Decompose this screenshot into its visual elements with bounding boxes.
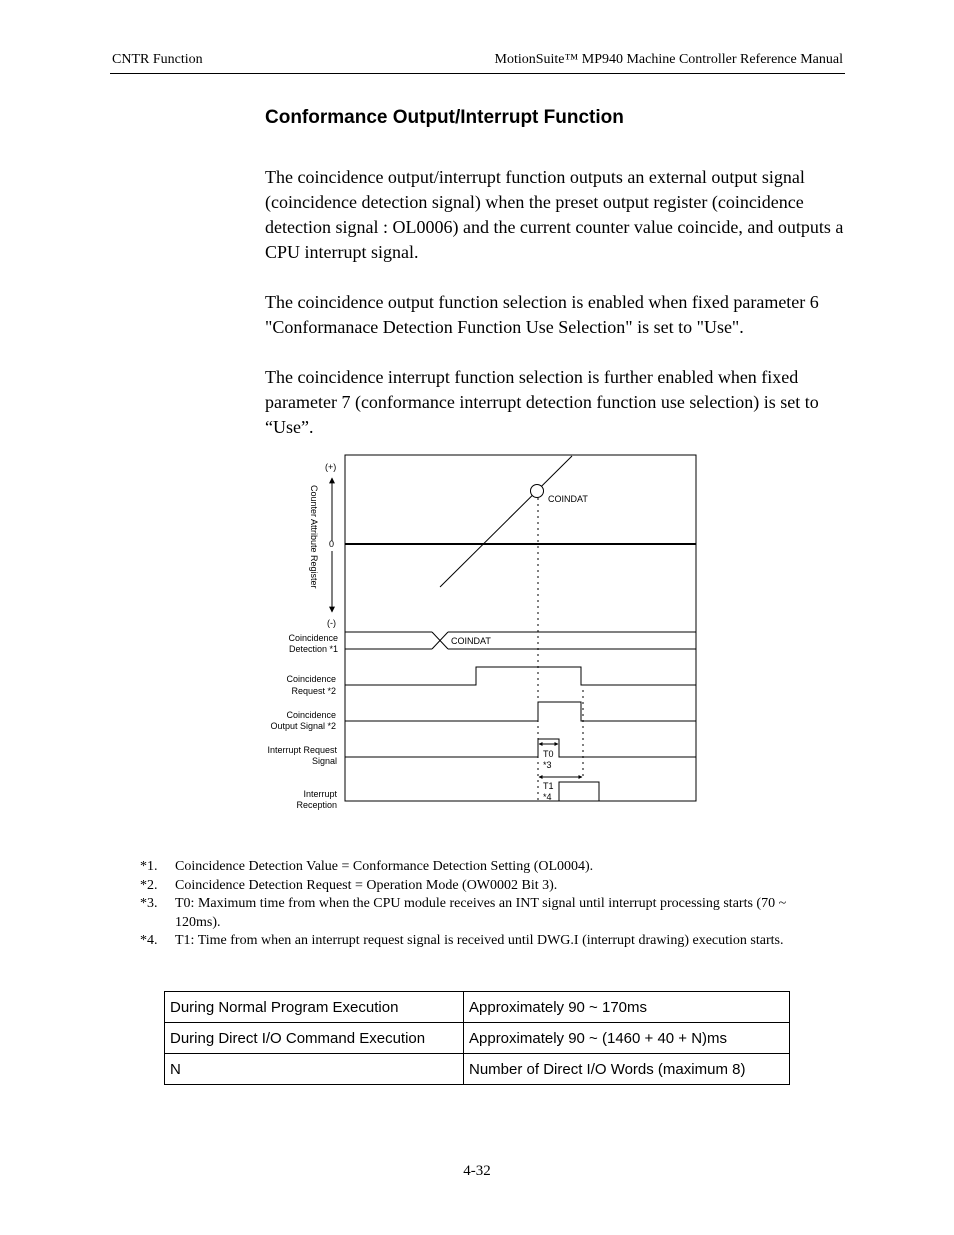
section-title: Conformance Output/Interrupt Function [265, 107, 624, 128]
footnote-number: *3. [140, 896, 158, 911]
counter-plot [345, 455, 696, 801]
footnote [140, 932, 820, 951]
footnote-number: *2. [140, 877, 158, 893]
axis-plus-label: (+) [325, 462, 337, 472]
running-header-section: CNTR Function [112, 52, 203, 67]
label-interrupt-request-2: Signal [311, 756, 337, 766]
t0-note: *3 [543, 760, 552, 770]
signal-labels [267, 633, 338, 810]
footnote [140, 858, 820, 877]
interrupt-reception-waveform [345, 782, 696, 801]
paragraph-interrupt-selection: The coincidence interrupt function selection is further enabled when fixed parameter 7 (conformance interrupt detection function use selection) is set to “Use”. [265, 367, 819, 437]
footnotes [140, 858, 820, 951]
label-coincidence-output-2: Output Signal *2 [270, 721, 336, 731]
counter-ramp [440, 456, 572, 587]
table-row [165, 992, 790, 1023]
footnote [140, 895, 820, 932]
footnote-number: *1. [140, 859, 158, 874]
t0-label: T0 [543, 749, 554, 759]
t1-dimension [539, 777, 582, 802]
label-coincidence-detection-1: Coincidence [288, 633, 338, 643]
execution-time-table [164, 991, 790, 1085]
coincidence-output-waveform [345, 702, 696, 721]
t1-label: T1 [543, 781, 554, 791]
paragraph-intro: The coincidence output/interrupt function outputs an external output signal (coincidence detection signal) when the preset output register (coincidence detection signal : OL0006) and the current counter value coincide, and outputs a CPU interrupt signal. [265, 167, 844, 262]
label-interrupt-request-1: Interrupt Request [267, 745, 337, 755]
coincidence-detection-bus [345, 632, 696, 649]
table-cell: N [165, 1054, 464, 1085]
table-row [165, 1054, 790, 1085]
label-coincidence-detection-2: Detection *1 [288, 644, 338, 654]
coindat-bus-label: COINDAT [451, 636, 491, 646]
axis-zero-label: 0 [329, 539, 335, 549]
footnote [140, 877, 820, 896]
table-cell: Approximately 90 ~ (1460 + 40 + N)ms [464, 1023, 790, 1054]
table-cell: Number of Direct I/O Words (maximum 8) [464, 1054, 790, 1085]
table-cell: During Normal Program Execution [165, 992, 464, 1023]
y-axis [309, 462, 336, 628]
label-coincidence-output-1: Coincidence [286, 710, 336, 720]
running-header-manual-title: MotionSuite™ MP940 Machine Controller Reference Manual [494, 52, 843, 67]
coincidence-point [531, 485, 544, 498]
coincidence-request-waveform [345, 667, 696, 685]
footnote-text: Coincidence Detection Request = Operation Mode (OW0002 Bit 3). [175, 877, 558, 893]
t1-note: *4 [543, 792, 552, 802]
label-coincidence-request-2: Request *2 [291, 686, 336, 696]
table-row [165, 1023, 790, 1054]
header-rule [110, 73, 845, 74]
paragraph-output-selection: The coincidence output function selection is enabled when fixed parameter 6 "Conformanace Detection Function Use Selection" is set to "Use". [265, 292, 819, 337]
t0-dimension [539, 744, 558, 770]
coindat-point-label: COINDAT [548, 494, 588, 504]
footnote-number: *4. [140, 933, 158, 948]
footnote-text: Coincidence Detection Value = Conformance Detection Setting (OL0004). [175, 859, 594, 874]
table-cell: Approximately 90 ~ 170ms [464, 992, 790, 1023]
table-cell: During Direct I/O Command Execution [165, 1023, 464, 1054]
footnote-text: T1: Time from when an interrupt request signal is received until DWG.I (interrupt drawing) execution starts. [175, 933, 784, 948]
interrupt-request-waveform [345, 739, 696, 757]
label-coincidence-request-1: Coincidence [286, 674, 336, 684]
page-number: 4-32 [463, 1163, 491, 1179]
footnote-text: T0: Maximum time from when the CPU module receives an INT signal until interrupt processing starts (70 ~ 120ms). [175, 896, 787, 930]
label-interrupt-reception-1: Interrupt [303, 789, 337, 799]
timing-diagram [0, 440, 954, 830]
label-interrupt-reception-2: Reception [296, 800, 337, 810]
axis-minus-label: (-) [327, 618, 336, 628]
axis-title: Counter Attribute Register [309, 485, 319, 589]
